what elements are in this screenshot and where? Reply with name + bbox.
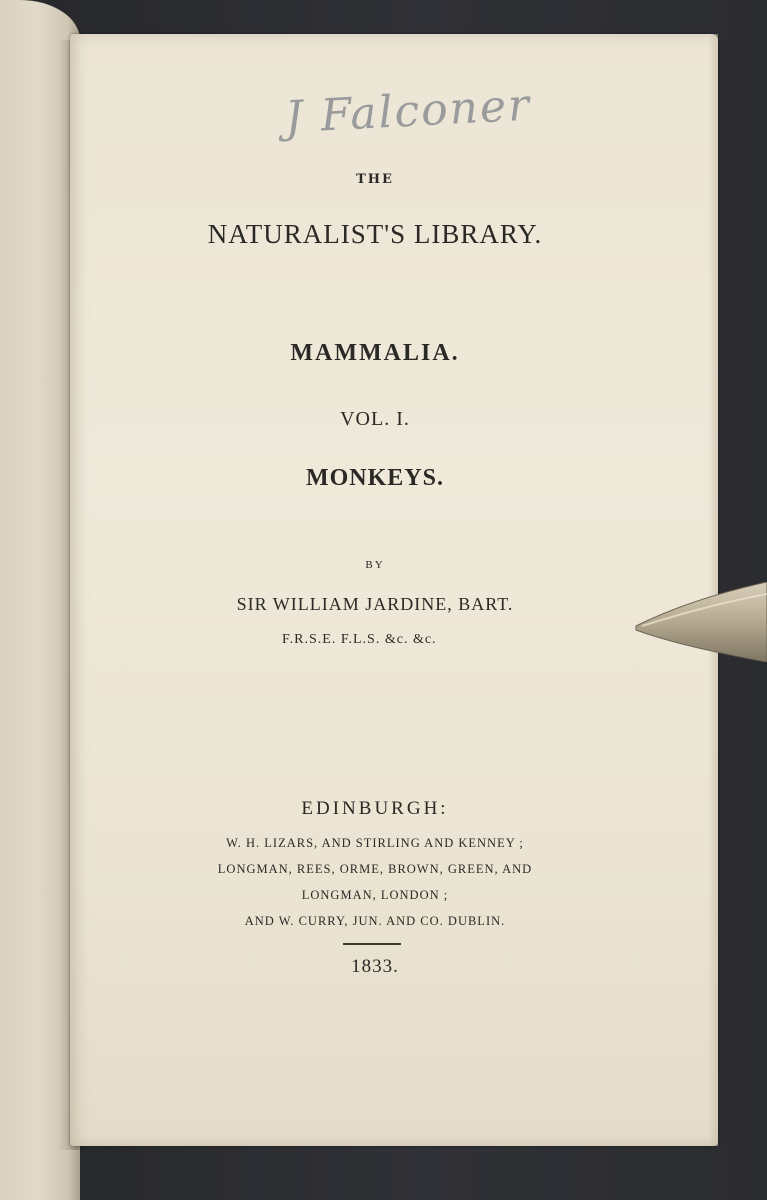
publisher-line: LONGMAN, LONDON ; [301, 888, 449, 902]
title-page [70, 34, 718, 1146]
class-title: MAMMALIA. [290, 340, 460, 366]
series-title: NATURALIST'S LIBRARY. [207, 219, 543, 249]
volume-label: VOL. I. [340, 408, 410, 430]
page-pointer-blade [634, 582, 767, 662]
imprint-rule [343, 943, 401, 945]
publisher-line: W. H. LIZARS, AND STIRLING AND KENNEY ; [226, 836, 524, 850]
ownership-signature: J Falconer [283, 79, 533, 144]
author-honours: F.R.S.E. F.L.S. &c. &c. [282, 632, 437, 647]
imprint-city: EDINBURGH: [301, 798, 449, 819]
publisher-line: LONGMAN, REES, ORME, BROWN, GREEN, AND [217, 862, 533, 876]
imprint-year: 1833. [351, 956, 399, 977]
author-name: SIR WILLIAM JARDINE, BART. [236, 594, 514, 614]
publisher-line: AND W. CURRY, JUN. AND CO. DUBLIN. [244, 914, 506, 928]
subject-title: MONKEYS. [305, 465, 444, 491]
the-label: THE [356, 172, 394, 187]
by-label: BY [365, 559, 385, 571]
